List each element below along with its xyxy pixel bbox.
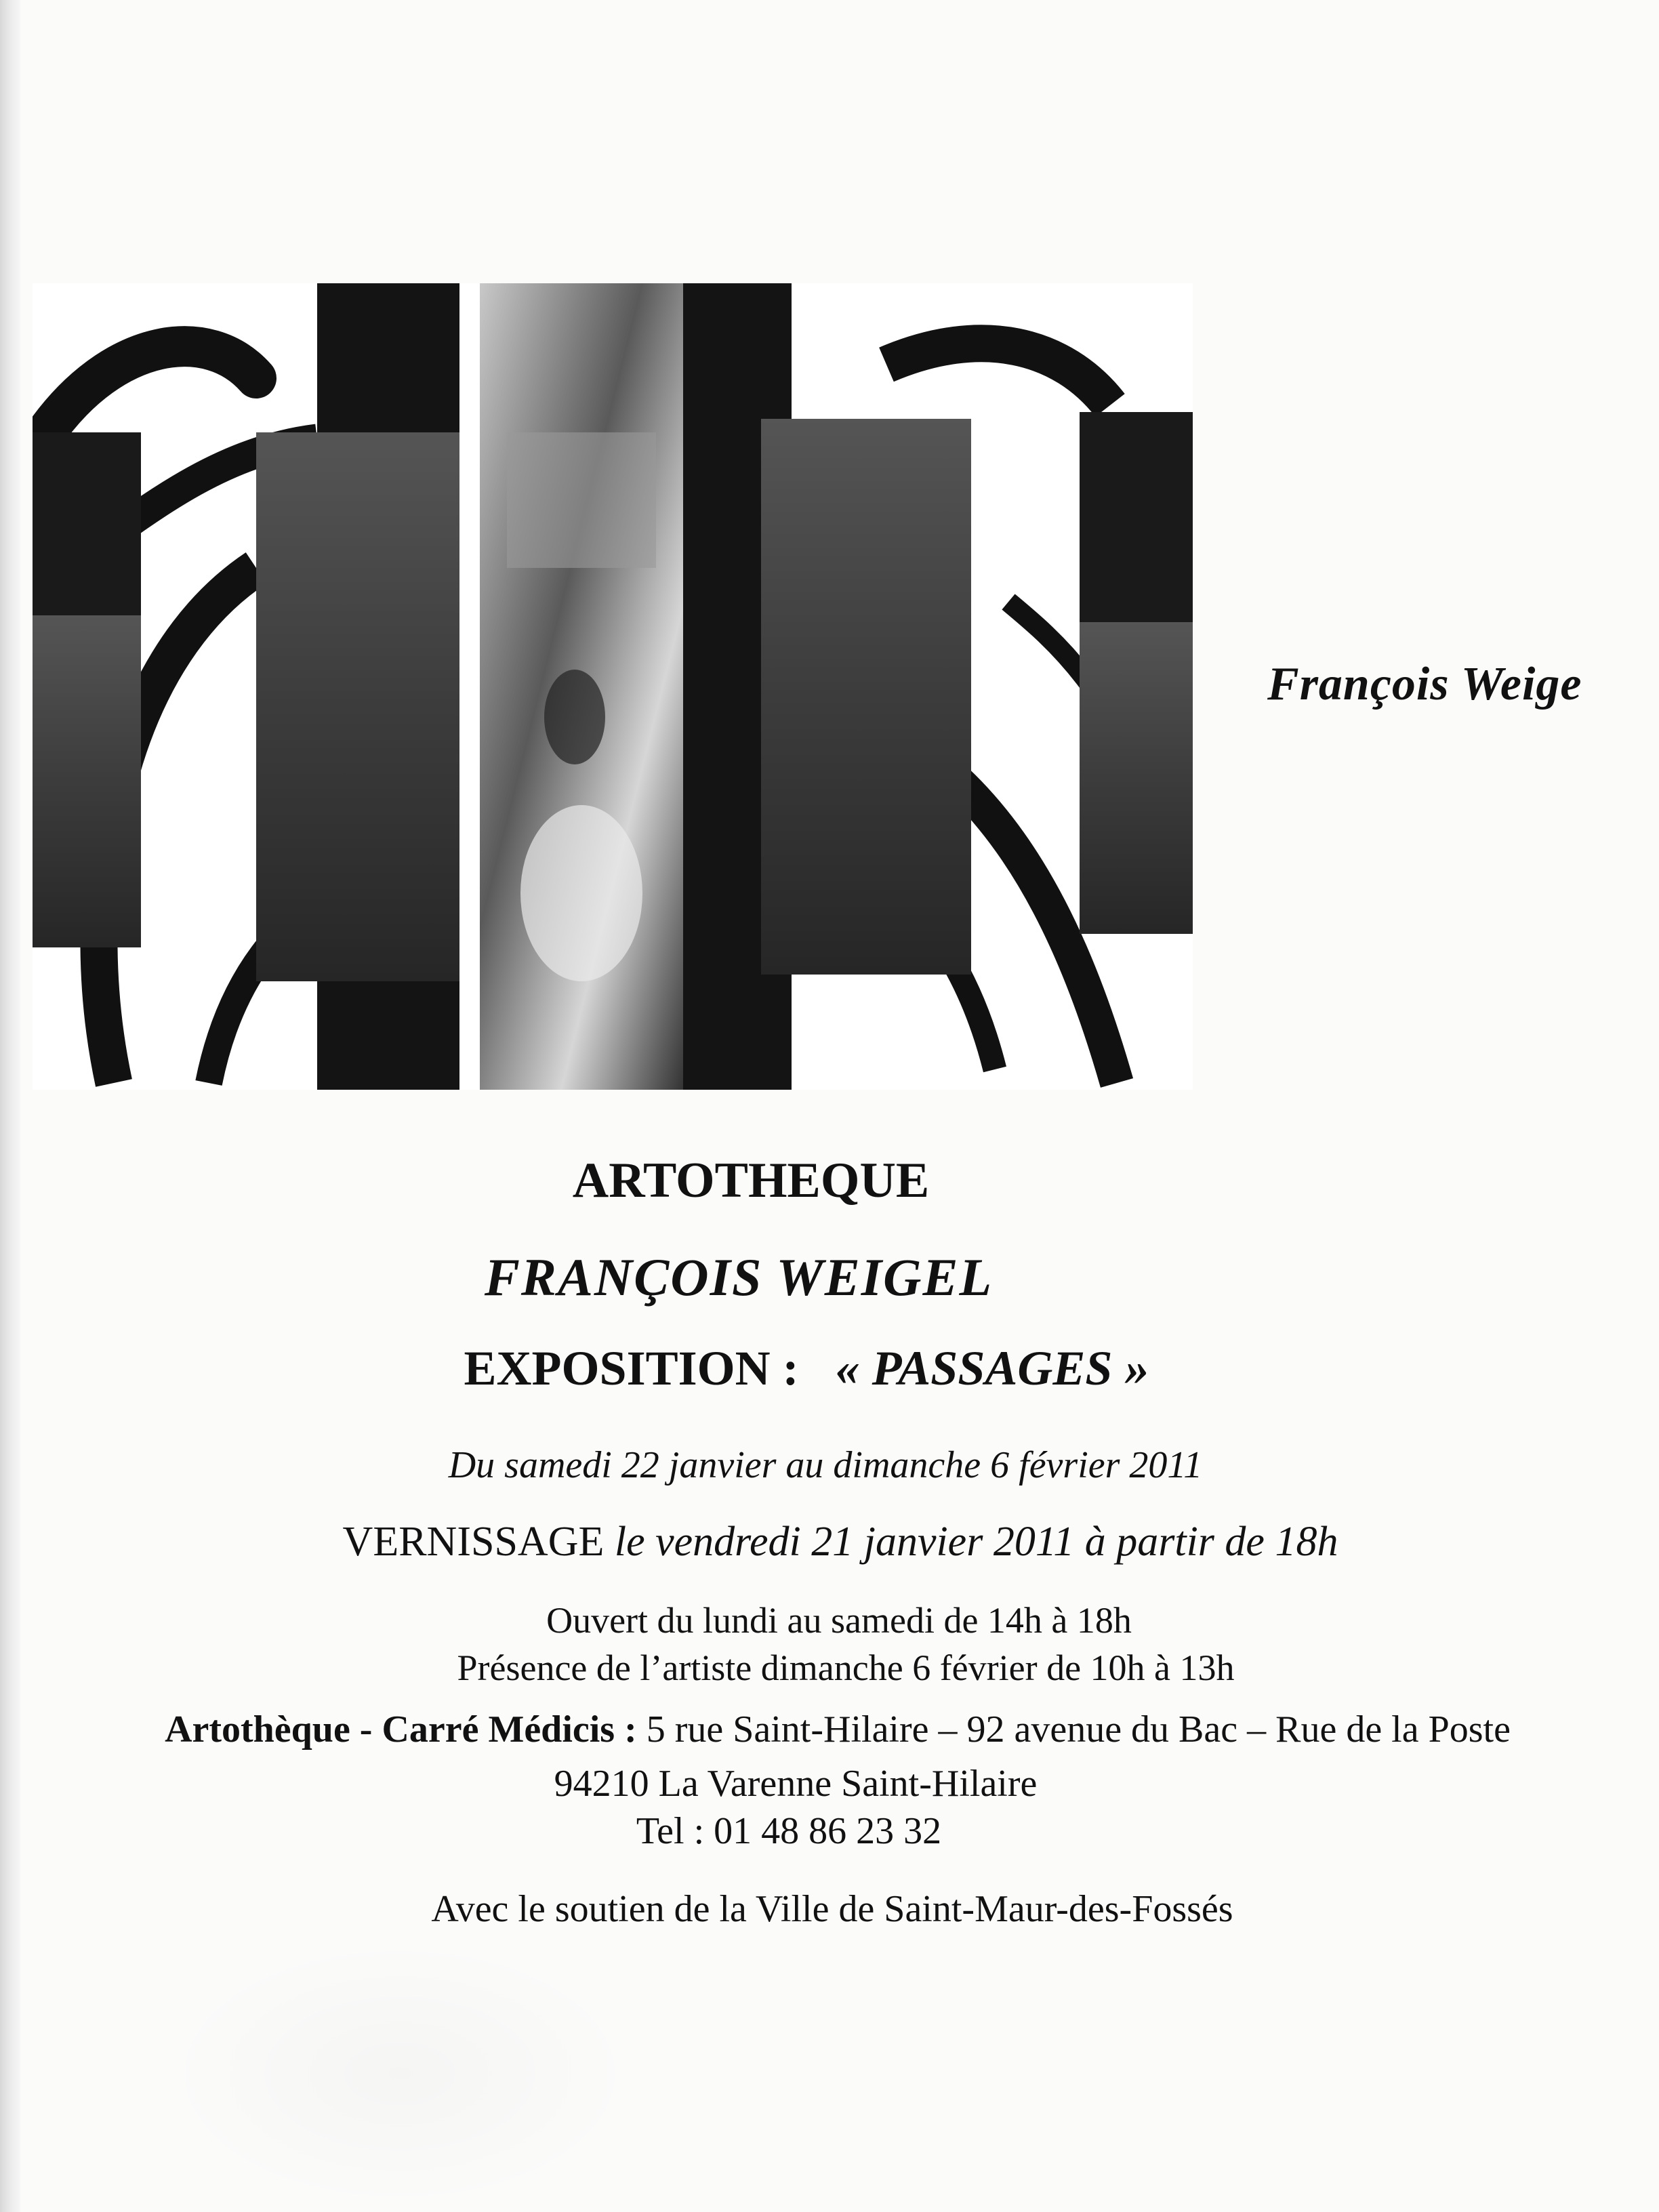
artist-name: FRANÇOIS WEIGEL bbox=[484, 1248, 994, 1307]
page-title: ARTOTHEQUE bbox=[572, 1153, 930, 1208]
artwork-image bbox=[33, 283, 1193, 1090]
page-edge bbox=[0, 0, 20, 2212]
support-credit: Avec le soutien de la Ville de Saint-Maur-des-Fossés bbox=[431, 1888, 1233, 1930]
venue-address: 5 rue Saint-Hilaire – 92 avenue du Bac – Rue de la Poste bbox=[636, 1708, 1511, 1750]
side-artist-name: François Weige bbox=[1267, 658, 1582, 710]
venue-phone: Tel : 01 48 86 23 32 bbox=[636, 1810, 942, 1852]
exhibition-line bbox=[0, 1340, 1636, 1397]
venue-address-line bbox=[8, 1708, 1659, 1751]
abstract-painting bbox=[33, 283, 1193, 1090]
venue-name: Artothèque - Carré Médicis : bbox=[165, 1708, 637, 1750]
vernissage-detail: le vendredi 21 janvier 2011 à partir de 18h bbox=[604, 1519, 1338, 1565]
vernissage-label: VERNISSAGE bbox=[342, 1519, 605, 1565]
venue-city: 94210 La Varenne Saint-Hilaire bbox=[554, 1763, 1038, 1805]
paper-smudge bbox=[163, 1938, 637, 2209]
exhibition-name: « PASSAGES » bbox=[835, 1341, 1149, 1395]
exhibition-label: EXPOSITION : bbox=[464, 1341, 799, 1395]
vernissage-line bbox=[11, 1518, 1659, 1566]
artist-presence: Présence de l’artiste dimanche 6 février de 10h à 13h bbox=[457, 1647, 1235, 1688]
opening-hours: Ouvert du lundi au samedi de 14h à 18h bbox=[546, 1600, 1132, 1641]
exhibition-dates: Du samedi 22 janvier au dimanche 6 février 2011 bbox=[448, 1444, 1203, 1486]
